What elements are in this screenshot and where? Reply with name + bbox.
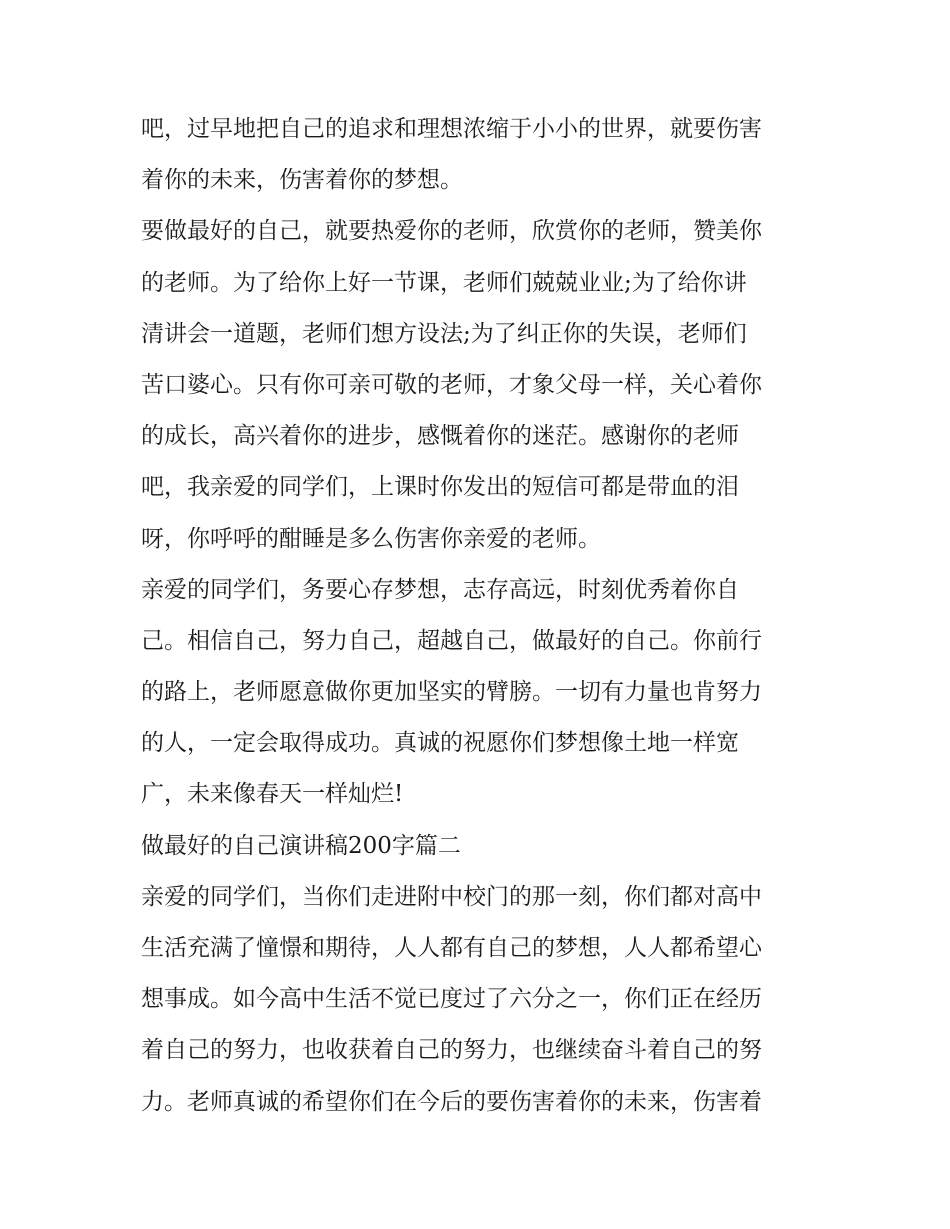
text-line: 力。老师真诚的希望你们在今后的要伤害着你的未来，伤害着 [141,1088,762,1115]
text-line: 吧，我亲爱的同学们，上课时你发出的短信可都是带血的泪 [141,474,739,501]
text-line: 广，未来像春天一样灿烂! [141,781,404,808]
text-line: 的路上，老师愿意做你更加坚实的臂膀。一切有力量也肯努力 [141,679,762,706]
text-line: 生活充满了憧憬和期待，人人都有自己的梦想，人人都希望心 [141,935,762,961]
text-line: 吧，过早地把自己的追求和理想浓缩于小小的世界，就要伤害 [141,116,762,142]
text-line: 清讲会一道题，老师们想方设法;为了纠正你的失误，老师们 [141,320,747,347]
text-line: 亲爱的同学们，当你们走进附中校门的那一刻，你们都对高中 [141,883,762,910]
text-line: 着你的未来，伤害着你的梦想。 [141,167,463,194]
text-line: 的老师。为了给你上好一节课，老师们兢兢业业;为了给你讲 [141,269,747,296]
section-heading: 做最好的自己演讲稿200字篇二 [141,832,461,859]
text-line: 呀，你呼呼的酣睡是多么伤害你亲爱的老师。 [141,525,601,552]
body-text [141,104,821,1128]
text-line: 的成长，高兴着你的进步，感慨着你的迷茫。感谢你的老师 [141,423,739,450]
text-line: 想事成。如今高中生活不觉已度过了六分之一，你们正在经历 [141,986,762,1013]
text-line: 要做最好的自己，就要热爱你的老师，欣赏你的老师，赞美你 [141,218,762,245]
text-line: 着自己的努力，也收获着自己的努力，也继续奋斗着自己的努 [141,1037,762,1064]
text-line: 亲爱的同学们，务要心存梦想，志存高远，时刻优秀着你自 [141,576,739,603]
text-line: 己。相信自己，努力自己，超越自己，做最好的自己。你前行 [141,627,762,654]
text-line: 的人，一定会取得成功。真诚的祝愿你们梦想像土地一样宽 [141,730,739,757]
text-line: 苦口婆心。只有你可亲可敬的老师，才象父母一样，关心着你 [141,371,762,398]
